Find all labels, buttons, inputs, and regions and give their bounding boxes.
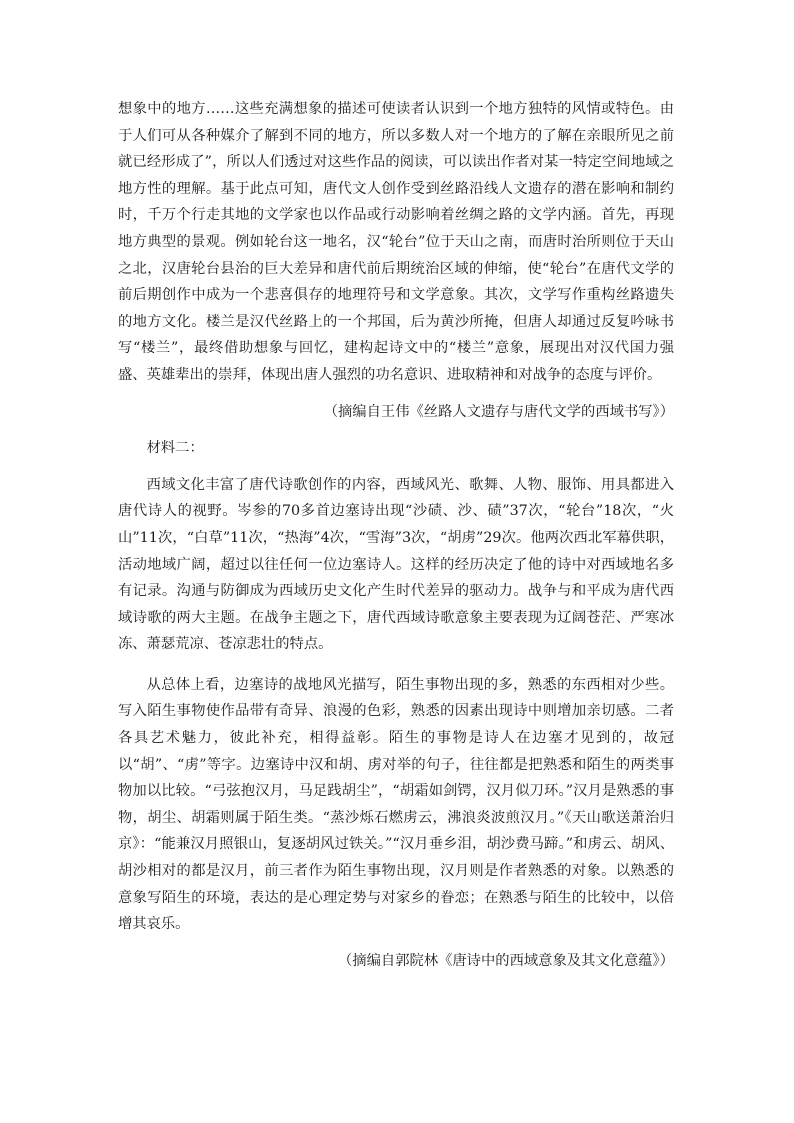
material-one-body: 想象中的地方……这些充满想象的描述可使读者认识到一个地方独特的风情或特色。由于人们可从各种媒介了解到不同的地方，所以多数人对一个地方的了解在亲眼所见之前就已经形成了”，所以人们透过对这些作品的阅读，可以读出作者对某一特定空间地域之地方性的理解。基于此点可知，唐代文人创作受到丝路沿线人文遗存的潜在影响和制约时，千万个行走其地的文学家也以作品或行动影响着丝绸之路的文学内涵。首先，再现地方典型的景观。例如轮台这一地名，汉“轮台”位于天山之南，而唐时治所则位于天山之北，汉唐轮台县治的巨大差异和唐代前后期统治区域的伸缩，使“轮台”在唐代文学的前后期创作中成为一个悲喜俱存的地理符号和文学意象。其次，文学写作重构丝路遗失的地方文化。楼兰是汉代丝路上的一个邦国，后为黄沙所掩，但唐人却通过反复吟咏书写“楼兰”，最终借助想象与回忆，建构起诗文中的“楼兰”意象，展现出对汉代国力强盛、英雄辈出的崇拜，体现出唐人强烈的功名意识、进取精神和对战争的态度与评价。 (118, 101, 674, 383)
material-two-paragraph-1: 西域文化丰富了唐代诗歌创作的内容，西域风光、歌舞、人物、服饰、用具都进入唐代诗人的视野。岑参的70多首边塞诗出现“沙碛、沙、碛”37次，“轮台”18次，“火山”11次，“白草”11次，“热海”4次，“雪海”3次，“胡虏”29次。他两次西北军幕供职，活动地域广阔，超过以往任何一位边塞诗人。这样的经历决定了他的诗中对西域地名多有记录。沟通与防御成为西域历史文化产生时代差异的驱动力。战争与和平成为唐代西域诗歌的两大主题。在战争主题之下，唐代西域诗歌意象主要表现为辽阔苍茫、严寒冰冻、萧瑟荒凉、苍凉悲壮的特点。 (118, 476, 674, 653)
spacer (118, 462, 674, 472)
material-two-paragraph-2: 从总体上看，边塞诗的战地风光描写，陌生事物出现的多，熟悉的东西相对少些。写入陌生事物使作品带有奇异、浪漫的色彩，熟悉的因素出现诗中则增加亲切感。二者各具艺术魅力，彼此补充，相得益彰。陌生的事物是诗人在边塞才见到的，故冠以“胡”、“虏”等字。边塞诗中汉和胡、虏对举的句子，往往都是把熟悉和陌生的两类事物加以比较。“弓弦抱汉月，马足践胡尘”，“胡霜如剑锷，汉月似刀环。”汉月是熟悉的事物，胡尘、胡霜则属于陌生类。“蒸沙烁石燃虏云，沸浪炎波煎汉月。”《天山歌送萧治归京》：“能兼汉月照银山，复逐胡风过铁关。”“汉月垂乡泪，胡沙费马蹄。”和虏云、胡风、胡沙相对的都是汉月，前三者作为陌生事物出现，汉月则是作者熟悉的对象。以熟悉的意象写陌生的环境，表达的是心理定势与对家乡的眷恋；在熟悉与陌生的比较中，以倍增其哀乐。 (118, 676, 674, 933)
spacer (118, 425, 674, 435)
spacer (118, 938, 674, 948)
spacer (118, 389, 674, 399)
material-two-heading: 材料二： (146, 440, 204, 457)
document-page (118, 96, 674, 974)
material-one-source: （摘编自王伟《丝路人文遗存与唐代文学的西域书写》） (323, 403, 674, 420)
material-two-source: （摘编自郭院林《唐诗中的西域意象及其文化意蕴》） (338, 952, 674, 969)
spacer (118, 658, 674, 672)
